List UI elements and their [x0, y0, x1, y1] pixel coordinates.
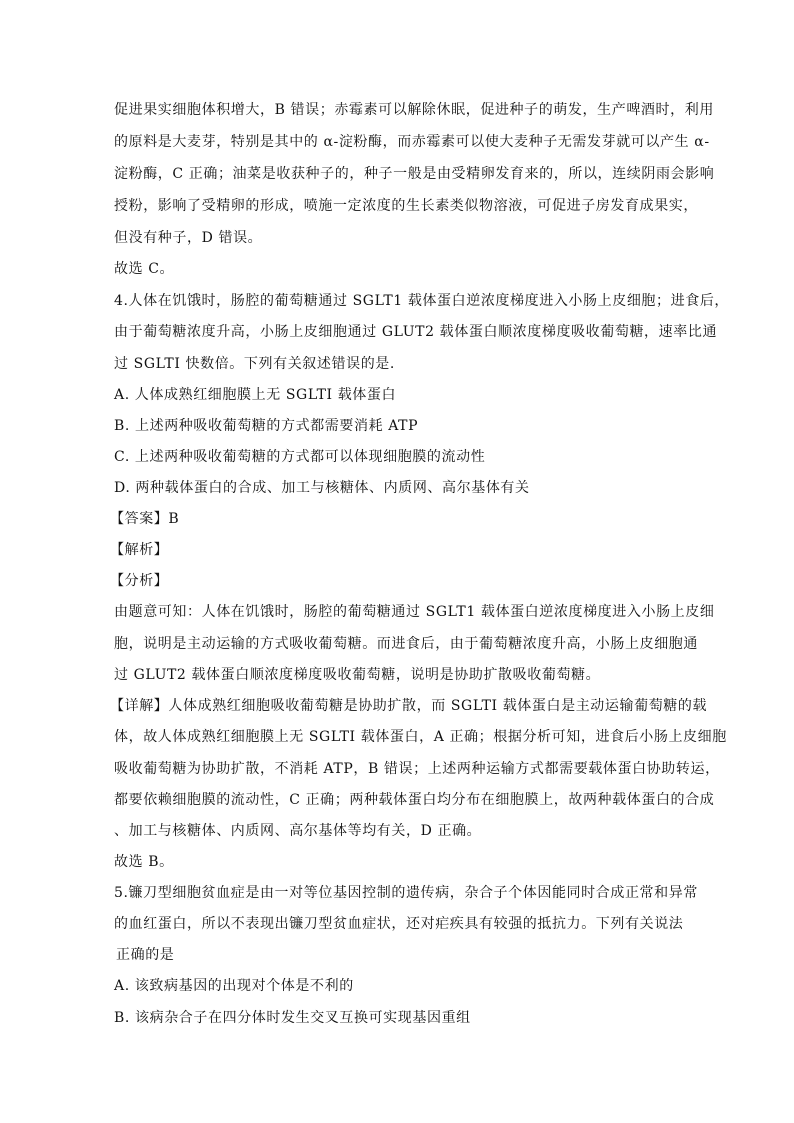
text-line: 体，故人体成熟红细胞膜上无 SGLTI 载体蛋白，A 正确；根据分析可知，进食后小肠上皮细胞 — [114, 729, 727, 745]
text-line: 由于葡萄糖浓度升高，小肠上皮细胞通过 GLUT2 载体蛋白顺浓度梯度吸收葡萄糖，速率比通 — [114, 324, 718, 340]
text-line: 促进果实细胞体积增大，B 错误；赤霉素可以解除休眠，促进种子的萌发，生产啤酒时，利用 — [114, 102, 714, 118]
text-line: 过 SGLTI 快数倍。下列有关叙述错误的是. — [114, 356, 395, 372]
question-5-stem: 5.镰刀型细胞贫血症是由一对等位基因控制的遗传病，杂合子个体因能同时合成正常和异常 — [114, 885, 698, 901]
text-line: 故选 B。 — [114, 854, 174, 870]
option-b: B. 该病杂合子在四分体时发生交叉互换可实现基因重组 — [114, 1010, 471, 1026]
text-line: 的原料是大麦芽，特别是其中的 α-淀粉酶，而赤霉素可以使大麦种子无需发芽就可以产生 α- — [114, 134, 710, 150]
text-line: 、加工与核糖体、内质网、高尔基体等均有关，D 正确。 — [114, 823, 482, 839]
option-d: D. 两种载体蛋白的合成、加工与核糖体、内质网、高尔基体有关 — [114, 480, 530, 496]
option-a: A. 该致病基因的出现对个体是不利的 — [114, 978, 354, 994]
text-line: 淀粉酶，C 正确；油菜是收获种子的，种子一般是由受精卵发育来的，所以，连续阴雨会影响 — [114, 166, 715, 182]
analysis-label: 【解析】 — [110, 542, 169, 558]
text-line: 都要依赖细胞膜的流动性，C 正确；两种载体蛋白均分布在细胞膜上，故两种载体蛋白的合成 — [114, 792, 715, 808]
analysis-heading: 【分析】 — [110, 573, 169, 589]
option-a: A. 人体成熟红细胞膜上无 SGLTI 载体蛋白 — [114, 387, 397, 403]
detail-line: 【详解】人体成熟红细胞吸收葡萄糖是协助扩散，而 SGLTI 载体蛋白是主动运输葡萄糖的载 — [110, 698, 708, 714]
text-line: 胞，说明是主动运输的方式吸收葡萄糖。而进食后，由于葡萄糖浓度升高，小肠上皮细胞通 — [114, 636, 698, 652]
text-line: 故选 C。 — [114, 261, 175, 277]
text-line: 但没有种子，D 错误。 — [114, 230, 263, 246]
answer-label: 【答案】B — [110, 511, 180, 527]
text-line: 吸收葡萄糖为协助扩散，不消耗 ATP，B 错误；上述两种运输方式都需要载体蛋白协助转运， — [114, 761, 720, 777]
text-line: 正确的是 — [116, 947, 175, 963]
text-line: 授粉，影响了受精卵的形成，喷施一定浓度的生长素类似物溶液，可促进子房发育成果实， — [114, 198, 698, 214]
text-line: 由题意可知：人体在饥饿时，肠腔的葡萄糖通过 SGLT1 载体蛋白逆浓度梯度进入小肠上皮细 — [114, 604, 715, 620]
text-line: 的血红蛋白，所以不表现出镰刀型贫血症状，还对疟疾具有较强的抵抗力。下列有关说法 — [114, 916, 684, 932]
option-b: B. 上述两种吸收葡萄糖的方式都需要消耗 ATP — [114, 418, 419, 434]
question-4-stem: 4.人体在饥饿时，肠腔的葡萄糖通过 SGLT1 载体蛋白逆浓度梯度进入小肠上皮细胞；进食后， — [114, 293, 730, 309]
option-c: C. 上述两种吸收葡萄糖的方式都可以体现细胞膜的流动性 — [114, 449, 486, 465]
text-line: 过 GLUT2 载体蛋白顺浓度梯度吸收葡萄糖，说明是协助扩散吸收葡萄糖。 — [114, 667, 601, 683]
